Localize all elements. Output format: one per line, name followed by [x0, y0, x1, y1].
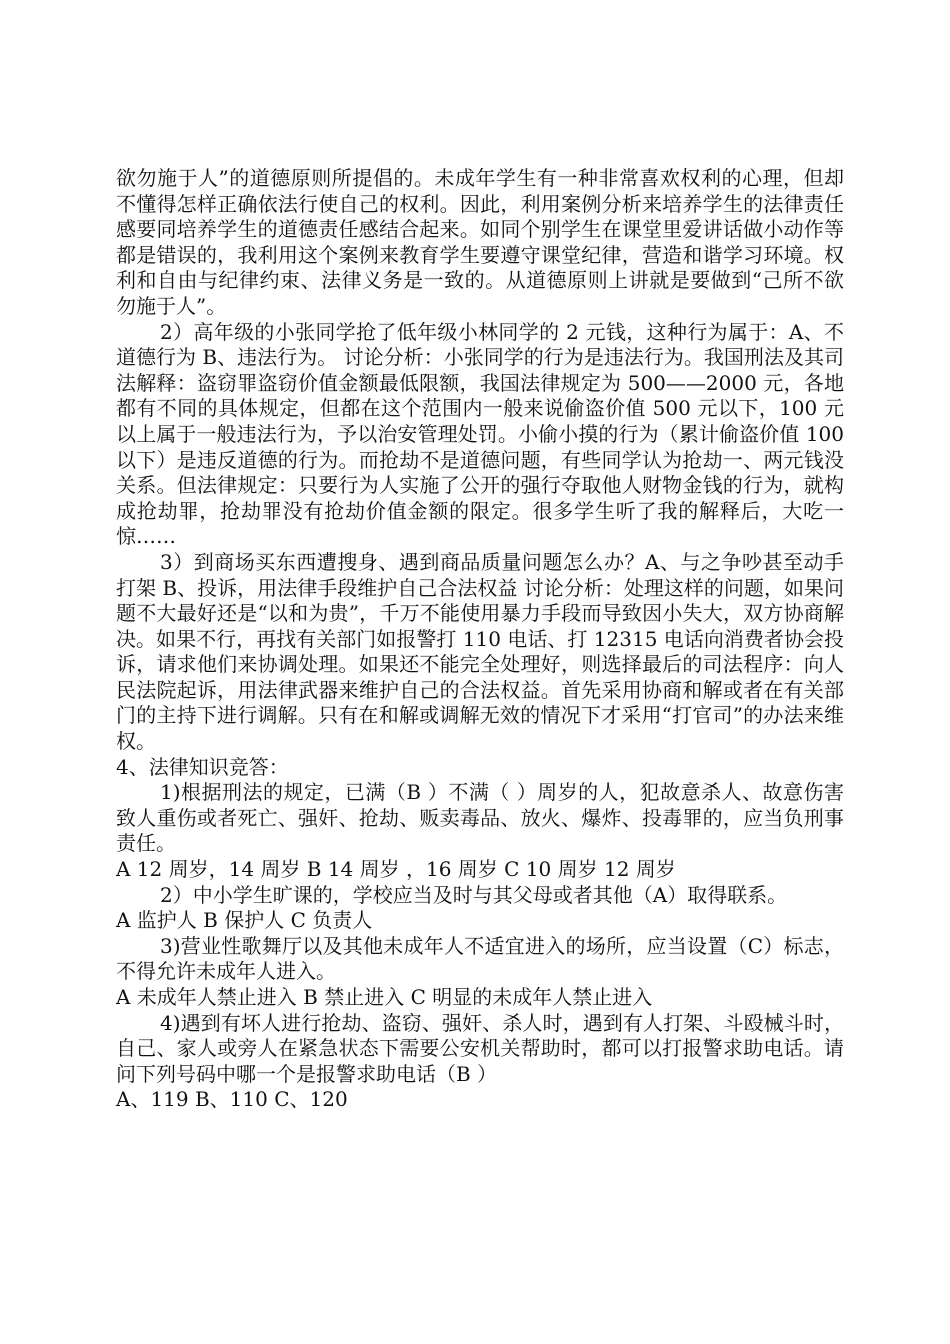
quiz-options-1: A 12 周岁，14 周岁 B 14 周岁 ，16 周岁 C 10 周岁 12 周岁 — [116, 857, 676, 882]
quiz-options-2: A 监护人 B 保护人 C 负责人 — [116, 908, 373, 933]
quiz-question-2: 2）中小学生旷课的，学校应当及时与其父母或者其他（A）取得联系。 — [160, 882, 788, 907]
quiz-question-4: 4)遇到有坏人进行抢劫、盗窃、强奸、杀人时，遇到有人打架、斗殴械斗时，自己、家人或旁人在紧急状态下需要公安机关帮助时，都可以打报警求助电话。请问下列号码中哪一个是报警求助电话（B ） — [116, 1010, 844, 1086]
paragraph-case-shopping: 3）到商场买东西遭搜身、遇到商品质量问题怎么办？A、与之争吵甚至动手打架 B、投诉，用法律手段维护自己合法权益 讨论分析：处理这样的问题，如果问题不大最好还是“以和为贵”，千万不能使用暴力手段而导致因小失大，双方协商解决。如果不行，再找有关部门如报警打 110 电话、打 12315 电话向消费者协会投诉，请求他们来协调处理。如果还不能完全处理好，则选择最后的司法程序：向人民法院起诉，用法律武器来维护自己的合法权益。首先采用协商和解或者在有关部门的主持下进行调解。只有在和解或调解无效的情况下才采用“打官司”的办法来维权。 — [116, 549, 844, 754]
paragraph-moral-principle: 欲勿施于人”的道德原则所提倡的。未成年学生有一种非常喜欢权利的心理，但却不懂得怎样正确依法行使自己的权利。因此，利用案例分析来培养学生的法律责任感要同培养学生的道德责任感结合起来。如同个别学生在课堂里爱讲话做小动作等都是错误的，我利用这个案例来教育学生要遵守课堂纪律，营造和谐学习环境。权利和自由与纪律约束、法律义务是一致的。从道德原则上讲就是要做到“己所不欲勿施于人”。 — [116, 166, 844, 318]
quiz-options-4: A、119 B、110 C、120 — [116, 1087, 348, 1112]
quiz-question-3: 3)营业性歌舞厅以及其他未成年人不适宜进入的场所，应当设置（C）标志，不得允许未成年人进入。 — [116, 933, 844, 984]
quiz-options-3: A 未成年人禁止进入 B 禁止进入 C 明显的未成年人禁止进入 — [116, 985, 653, 1009]
quiz-question-1: 1)根据刑法的规定，已满（B ）不满（ ）周岁的人，犯故意杀人、故意伤害致人重伤或者死亡、强奸、抢劫、贩卖毒品、放火、爆炸、投毒罪的，应当负刑事责任。 — [116, 780, 844, 856]
section-heading-quiz: 4、法律知识竞答： — [116, 754, 289, 779]
document-body — [116, 166, 844, 1113]
paragraph-case-robbery: 2）高年级的小张同学抢了低年级小林同学的 2 元钱，这种行为属于：A、不道德行为 B、违法行为。 讨论分析：小张同学的行为是违法行为。我国刑法及其司法解释：盗窃罪盗窃价值金额最低限额，我国法律规定为 500——2000 元，各地都有不同的具体规定，但都在这个范围内一般来说偷盗价值 500 元以下，100 元以上属于一般违法行为，予以治安管理处罚。小偷小摸的行为（累计偷盗价值 100 以下）是违反道德的行为。而抢劫不是道德问题，有些同学认为抢劫一、两元钱没关系。但法律规定：只要行为人实施了公开的强行夺取他人财物金钱的行为，就构成抢劫罪，抢劫罪没有抢劫价值金额的限定。很多学生听了我的解释后，大吃一惊…… — [116, 319, 844, 549]
